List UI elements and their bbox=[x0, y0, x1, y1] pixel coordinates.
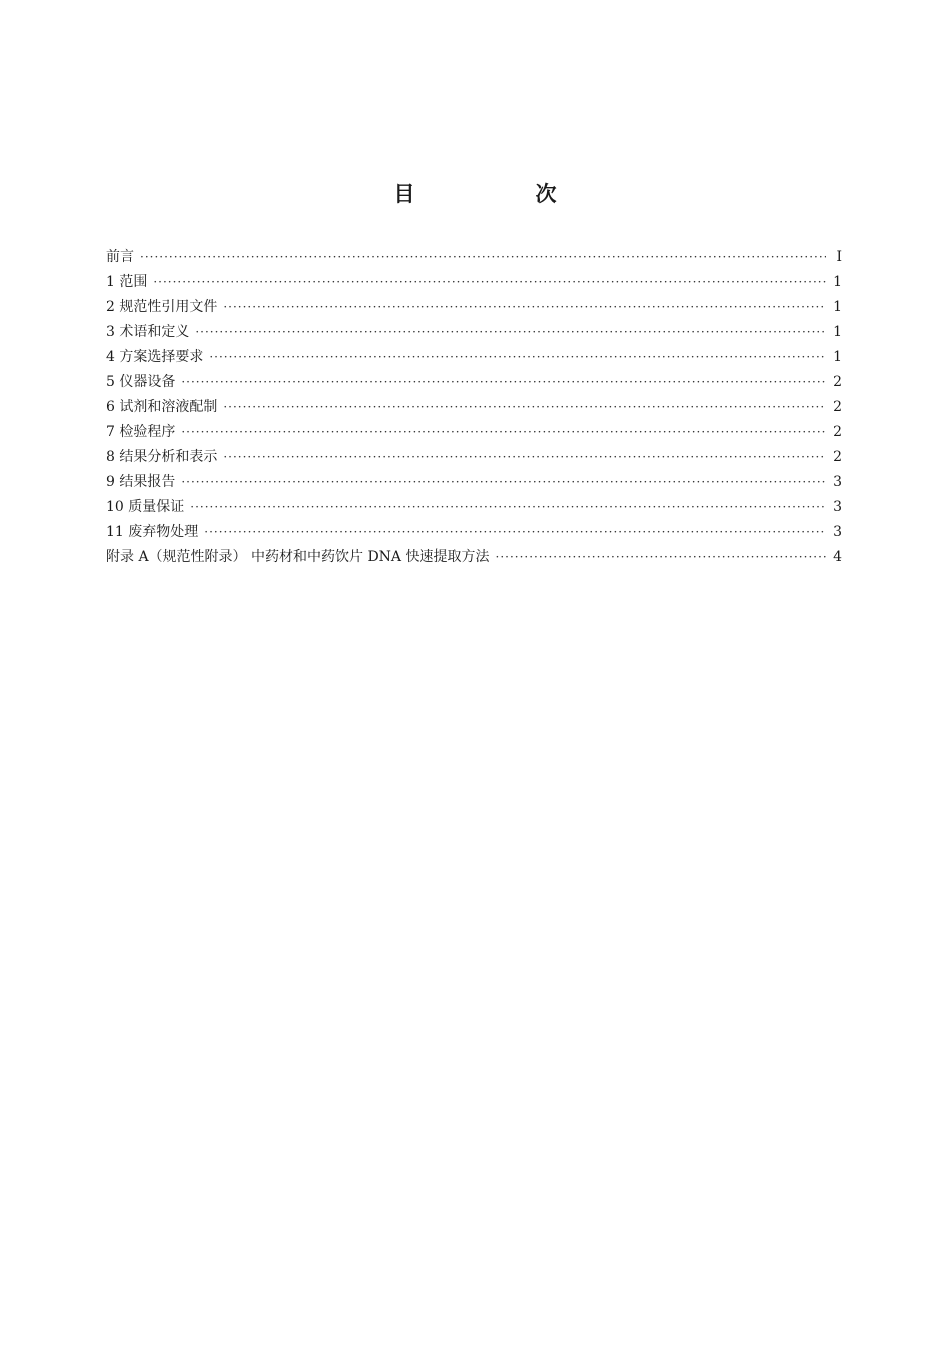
toc-entry-label: 前言 bbox=[106, 249, 134, 265]
toc-entry-label: 1 范围 bbox=[106, 274, 148, 290]
dot-leader bbox=[223, 295, 826, 320]
toc-entry-label: 7 检验程序 bbox=[106, 424, 176, 440]
toc-entry-label: 11 废弃物处理 bbox=[106, 524, 199, 540]
dot-leader bbox=[153, 270, 826, 295]
toc-entry-appendix-a[interactable] bbox=[106, 545, 842, 570]
dot-leader bbox=[209, 345, 826, 370]
toc-entry-label: 附录 A（规范性附录） 中药材和中药饮片 DNA 快速提取方法 bbox=[106, 549, 490, 565]
table-of-contents bbox=[106, 245, 842, 570]
toc-entry-page: Ⅰ bbox=[836, 249, 842, 265]
toc-entry-label: 5 仪器设备 bbox=[106, 374, 176, 390]
toc-entry-page: 2 bbox=[833, 449, 842, 465]
toc-entry-label: 6 试剂和溶液配制 bbox=[106, 399, 218, 415]
dot-leader bbox=[223, 445, 826, 470]
toc-entry-result-analysis[interactable] bbox=[106, 445, 842, 470]
dot-leader bbox=[190, 495, 826, 520]
toc-entry-result-report[interactable] bbox=[106, 470, 842, 495]
toc-entry-page: 2 bbox=[833, 399, 842, 415]
toc-entry-label: 3 术语和定义 bbox=[106, 324, 190, 340]
toc-entry-page: 2 bbox=[833, 424, 842, 440]
dot-leader bbox=[223, 395, 826, 420]
toc-entry-page: 4 bbox=[833, 549, 842, 565]
toc-entry-preface[interactable] bbox=[106, 245, 842, 270]
dot-leader bbox=[181, 470, 826, 495]
toc-entry-page: 1 bbox=[833, 299, 842, 315]
toc-entry-test-procedure[interactable] bbox=[106, 420, 842, 445]
toc-entry-terms-definitions[interactable] bbox=[106, 320, 842, 345]
page-title: 目 次 bbox=[393, 182, 607, 206]
dot-leader bbox=[496, 545, 827, 570]
toc-entry-label: 8 结果分析和表示 bbox=[106, 449, 218, 465]
toc-entry-page: 3 bbox=[833, 524, 842, 540]
toc-entry-page: 1 bbox=[833, 349, 842, 365]
toc-entry-label: 10 质量保证 bbox=[106, 499, 185, 515]
dot-leader bbox=[181, 420, 826, 445]
toc-entry-quality-assurance[interactable] bbox=[106, 495, 842, 520]
dot-leader bbox=[140, 245, 826, 270]
toc-entry-page: 3 bbox=[833, 499, 842, 515]
toc-entry-page: 1 bbox=[833, 274, 842, 290]
toc-entry-label: 9 结果报告 bbox=[106, 474, 176, 490]
toc-entry-page: 3 bbox=[833, 474, 842, 490]
dot-leader bbox=[195, 320, 826, 345]
toc-entry-page: 1 bbox=[833, 324, 842, 340]
dot-leader bbox=[181, 370, 826, 395]
toc-entry-normative-references[interactable] bbox=[106, 295, 842, 320]
dot-leader bbox=[204, 520, 826, 545]
toc-entry-instruments[interactable] bbox=[106, 370, 842, 395]
toc-entry-waste-disposal[interactable] bbox=[106, 520, 842, 545]
toc-entry-page: 2 bbox=[833, 374, 842, 390]
toc-entry-scope[interactable] bbox=[106, 270, 842, 295]
toc-entry-scheme-selection[interactable] bbox=[106, 345, 842, 370]
toc-entry-label: 4 方案选择要求 bbox=[106, 349, 204, 365]
toc-entry-label: 2 规范性引用文件 bbox=[106, 299, 218, 315]
toc-entry-reagents[interactable] bbox=[106, 395, 842, 420]
